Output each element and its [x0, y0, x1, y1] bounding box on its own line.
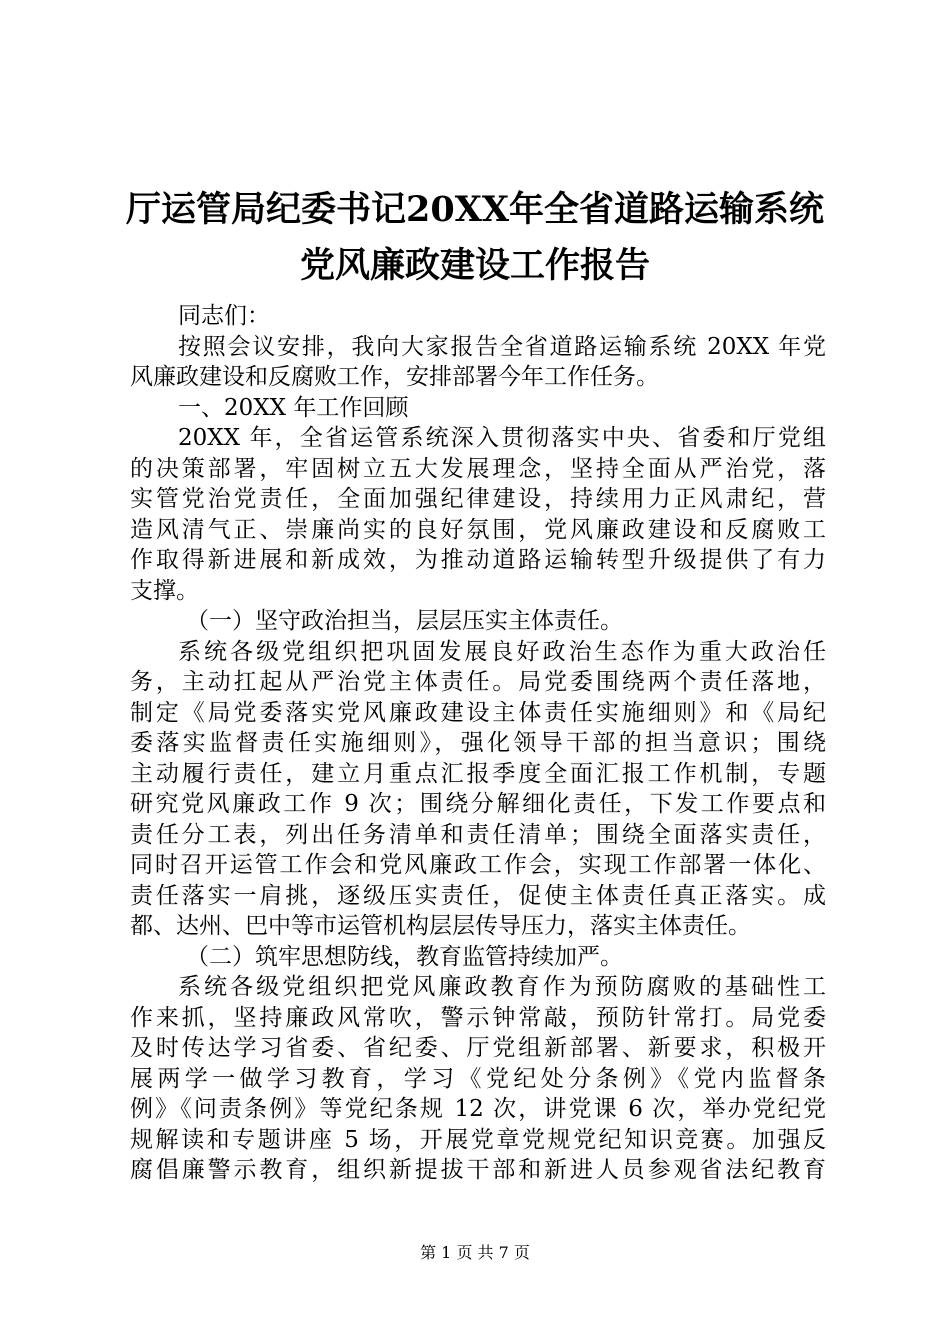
- document-body: [130, 301, 826, 1186]
- body-line: 支撑。: [130, 577, 199, 604]
- body-line: 系统各级党组织把巩固发展良好政治生态作为重大政治任: [178, 638, 826, 665]
- body-line: 责任分工表，列出任务清单和责任清单；围绕全面落实责任，: [130, 821, 826, 848]
- body-line: 实管党治党责任，全面加强纪律建设，持续用力正风肃纪，营: [130, 486, 826, 512]
- document-title-line-1: 厅运管局纪委书记20XX年全省道路运输系统: [125, 189, 825, 230]
- body-line: 作取得新进展和新成效，为推动道路运输转型升级提供了有力: [130, 547, 826, 573]
- body-line: 20XX 年，全省运管系统深入贯彻落实中央、省委和厅党组: [178, 425, 826, 451]
- page-number-footer: 第 1 页 共 7 页: [420, 1243, 530, 1262]
- subsection-heading: （一）坚守政治担当，层层压实主体责任。: [186, 608, 623, 634]
- body-line: 作来抓，坚持廉政风常吹，警示钟常敲，预防针常打。局党委: [130, 1004, 826, 1031]
- body-line: 主动履行责任，建立月重点汇报季度全面汇报工作机制，专题: [130, 760, 826, 787]
- body-line: 规解读和专题讲座 5 场，开展党章党规党纪知识竞赛。加强反: [130, 1126, 826, 1153]
- body-line: 按照会议安排，我向大家报告全省道路运输系统 20XX 年党: [178, 333, 826, 360]
- body-line: 研究党风廉政工作 9 次；围绕分解细化责任，下发工作要点和: [130, 791, 826, 817]
- body-line: 系统各级党组织把党风廉政教育作为预防腐败的基础性工: [178, 974, 826, 1000]
- document-title-line-2: 党风廉政建设工作报告: [299, 245, 650, 286]
- body-line: 风廉政建设和反腐败工作，安排部署今年工作任务。: [130, 364, 659, 390]
- body-line: 都、达州、巴中等市运管机构层层传导压力，落实主体责任。: [130, 913, 751, 939]
- body-line: 及时传达学习省委、省纪委、厅党组新部署、新要求，积极开: [130, 1035, 826, 1061]
- body-line: 造风清气正、崇廉尚实的良好氛围，党风廉政建设和反腐败工: [130, 516, 826, 543]
- body-line: 展两学一做学习教育，学习《党纪处分条例》《党内监督条: [130, 1065, 826, 1092]
- body-line: 同时召开运管工作会和党风廉政工作会，实现工作部署一体化、: [130, 852, 826, 878]
- body-line: 务，主动扛起从严治党主体责任。局党委围绕两个责任落地，: [130, 669, 826, 695]
- body-line: 制定《局党委落实党风廉政建设主体责任实施细则》和《局纪: [130, 699, 826, 726]
- salutation: 同志们：: [178, 303, 270, 329]
- section-heading: 一、20XX 年工作回顾: [178, 394, 409, 421]
- body-line: 例》《问责条例》等党纪条规 12 次，讲党课 6 次，举办党纪党: [130, 1096, 826, 1122]
- body-line: 责任落实一肩挑，逐级压实责任，促使主体责任真正落实。成: [130, 882, 826, 909]
- body-line: 腐倡廉警示教育，组织新提拔干部和新进人员参观省法纪教育: [130, 1157, 826, 1183]
- body-line: 委落实监督责任实施细则》，强化领导干部的担当意识；围绕: [130, 730, 826, 756]
- subsection-heading: （二）筑牢思想防线，教育监管持续加严。: [186, 943, 623, 970]
- body-line: 的决策部署，牢固树立五大发展理念，坚持全面从严治党，落: [130, 455, 826, 482]
